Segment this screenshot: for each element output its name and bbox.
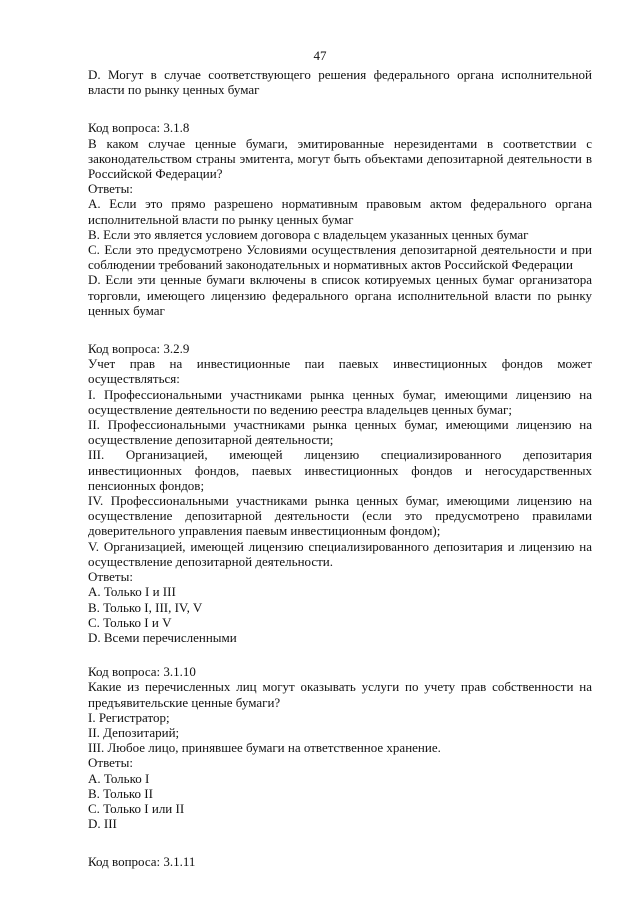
statement-line: III. Любое лицо, принявшее бумаги на ответственное хранение.	[88, 740, 441, 756]
statement-line: I. Регистратор;	[88, 709, 170, 725]
question-block	[88, 120, 592, 318]
answer-option: D. Если эти ценные бумаги включены в список котируемых ценных бумаг организатора	[88, 272, 592, 288]
answer-option: исполнительной власти по рынку ценных бумаг	[88, 211, 354, 227]
question-text-line: В каком случае ценные бумаги, эмитированные нерезидентами в соответствии с	[88, 135, 592, 151]
question-text-line: Какие из перечисленных лиц могут оказывать услуги по учету прав собственности на	[88, 679, 592, 695]
statement-line: осуществление депозитарной деятельности (если это предусмотрено правилами	[88, 508, 592, 524]
question-code: Код вопроса: 3.1.8	[88, 120, 190, 136]
statement-line: осуществление депозитарной деятельности;	[88, 432, 334, 448]
statement-line: I. Профессиональными участниками рынка ценных бумаг, имеющими лицензию на	[88, 386, 592, 402]
question-block	[88, 664, 592, 831]
text-line: власти по рынку ценных бумаг	[88, 82, 260, 98]
answer-option: A. Если это прямо разрешено нормативным правовым актом федерального органа	[88, 196, 592, 212]
answers-heading: Ответы:	[88, 181, 133, 197]
statement-line: инвестиционных фондов, паевых инвестиционных фондов и негосударственных	[88, 462, 592, 478]
answer-option: C. Только I или II	[88, 800, 185, 816]
question-block	[88, 854, 592, 869]
question-code: Код вопроса: 3.1.11	[88, 854, 196, 870]
answer-option: D. Всеми перечисленными	[88, 629, 237, 645]
text-line: D. Могут в случае соответствующего решения федерального органа исполнительной	[88, 67, 592, 82]
answer-option: B. Только I, III, IV, V	[88, 599, 203, 615]
question-code: Код вопроса: 3.1.10	[88, 664, 196, 680]
answer-option: D. III	[88, 816, 117, 832]
statement-line: осуществление депозитарной деятельности.	[88, 553, 334, 569]
statement-line: II. Профессиональными участниками рынка ценных бумаг, имеющими лицензию на	[88, 417, 592, 433]
question-text-line: предъявительские ценные бумаги?	[88, 694, 281, 710]
answer-option: A. Только I	[88, 770, 150, 786]
question-text-line: осуществляться:	[88, 371, 180, 387]
statement-line: II. Депозитарий;	[88, 724, 180, 740]
question-text-line: Учет прав на инвестиционные паи паевых инвестиционных фондов может	[88, 356, 592, 372]
page-number: 47	[313, 48, 327, 63]
statement-line: III. Организацией, имеющей лицензию специализированного депозитария	[88, 447, 592, 463]
statement-line: пенсионных фондов;	[88, 477, 205, 493]
statement-line: доверительного управления паевым инвестиционным фондом);	[88, 523, 441, 539]
answer-option: C. Если это предусмотрено Условиями осуществления депозитарной деятельности и при	[88, 242, 592, 258]
question-block	[88, 341, 592, 645]
answer-option: B. Если это является условием договора с владельцем указанных ценных бумаг	[88, 226, 529, 242]
answer-option: соблюдении требований законодательных и нормативных актов Российской Федерации	[88, 257, 573, 273]
answer-option: ценных бумаг	[88, 302, 165, 318]
answer-option: B. Только II	[88, 785, 153, 801]
answers-heading: Ответы:	[88, 755, 133, 771]
answer-option: A. Только I и III	[88, 584, 176, 600]
answer-option: торговли, имеющего лицензию федерального органа исполнительной власти по рынку	[88, 287, 592, 303]
question-text-line: Российской Федерации?	[88, 166, 223, 182]
document-body	[88, 67, 592, 870]
statement-line: IV. Профессиональными участниками рынка ценных бумаг, имеющими лицензию на	[88, 493, 592, 509]
answer-continuation	[88, 67, 592, 97]
answers-heading: Ответы:	[88, 569, 133, 585]
question-code: Код вопроса: 3.2.9	[88, 341, 190, 357]
answer-option: C. Только I и V	[88, 614, 172, 630]
question-text-line: законодательством страны эмитента, могут быть объектами депозитарной деятельности в	[88, 150, 592, 166]
statement-line: осуществление деятельности по ведению реестра владельцев ценных бумаг;	[88, 401, 512, 417]
statement-line: V. Организацией, имеющей лицензию специализированного депозитария и лицензию на	[88, 538, 592, 554]
